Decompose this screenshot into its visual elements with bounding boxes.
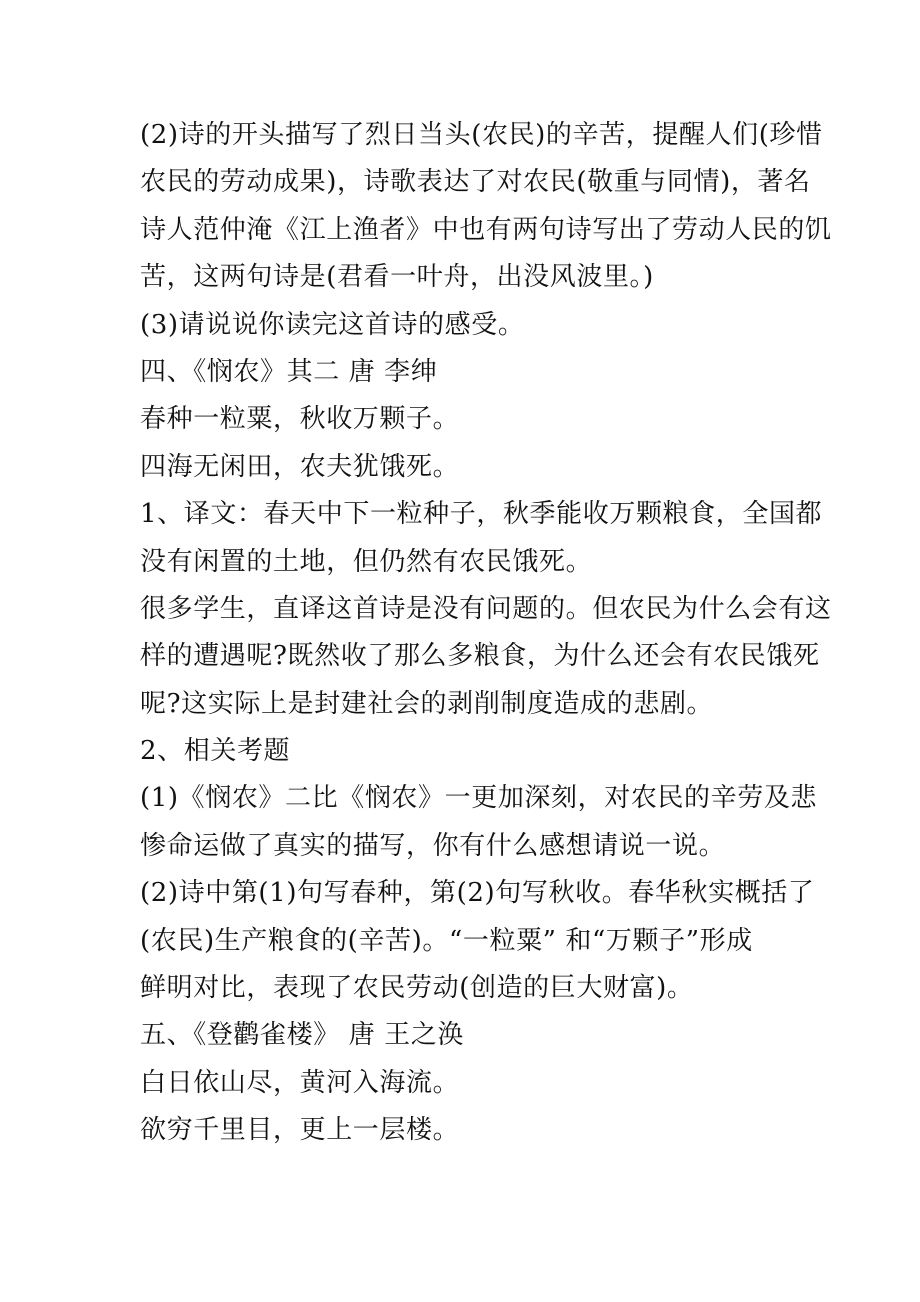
poem-line: 四海无闲田，农夫犹饿死。 xyxy=(140,451,460,482)
text-line: (2)诗中第(1)句写春种，第(2)句写秋收。春华秋实概括了 xyxy=(140,878,815,909)
text-line: 呢?这实际上是封建社会的剥削制度造成的悲剧。 xyxy=(140,688,714,719)
poem-line: 白日依山尽，黄河入海流。 xyxy=(140,1067,460,1098)
poem-line: 欲穷千里目，更上一层楼。 xyxy=(140,1115,460,1146)
text-line: 鲜明对比，表现了农民劳动(创造的巨大财富)。 xyxy=(140,973,694,1004)
text-line: 农民的劳动成果)，诗歌表达了对农民(敬重与同情)，著名 xyxy=(140,167,811,198)
text-line: (3)请说说你读完这首诗的感受。 xyxy=(140,309,525,340)
text-line: 样的遭遇呢?既然收了那么多粮食，为什么还会有农民饿死 xyxy=(140,641,820,672)
document-body xyxy=(140,112,832,1155)
text-line: (1)《悯农》二比《悯农》一更加深刻，对农民的辛劳及悲 xyxy=(140,783,818,814)
poem-line: 春种一粒粟，秋收万颗子。 xyxy=(140,404,460,435)
section-heading: 五、《登鹳雀楼》 唐 王之涣 xyxy=(140,1020,464,1051)
subsection-heading: 2、相关考题 xyxy=(140,736,291,767)
text-line: 诗人范仲淹《江上渔者》中也有两句诗写出了劳动人民的饥 xyxy=(140,214,832,245)
text-line: 1、译文：春天中下一粒种子，秋季能收万颗粮食，全国都 xyxy=(140,499,823,530)
text-line: (2)诗的开头描写了烈日当头(农民)的辛苦，提醒人们(珍惜 xyxy=(140,120,823,150)
text-line: 惨命运做了真实的描写，你有什么感想请说一说。 xyxy=(140,830,726,861)
text-line: 没有闲置的土地，但仍然有农民饿死。 xyxy=(140,546,593,577)
text-line: 很多学生，直译这首诗是没有问题的。但农民为什么会有这 xyxy=(140,593,832,624)
section-heading: 四、《悯农》其二 唐 李绅 xyxy=(140,356,438,387)
text-line: 苦，这两句诗是(君看一叶舟，出没风波里。) xyxy=(140,262,654,293)
text-line: (农民)生产粮食的(辛苦)。“一粒粟” 和“万颗子”形成 xyxy=(140,925,753,956)
